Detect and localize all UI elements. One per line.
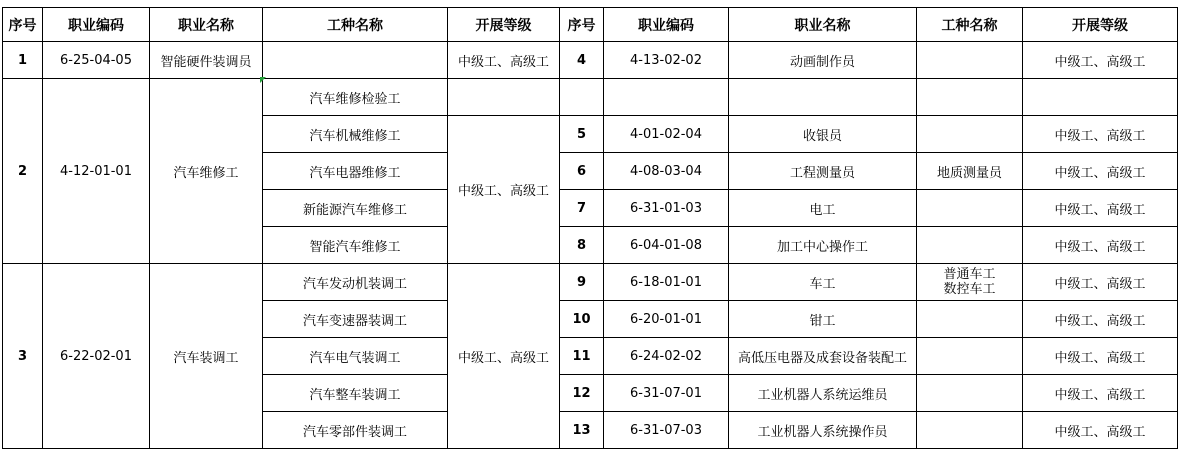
trade-cell[interactable] [917, 338, 1023, 375]
header-code[interactable]: 职业编码 [43, 8, 150, 42]
trade-cell[interactable]: 汽车电器维修工 [263, 153, 448, 190]
occupation-cell[interactable]: 高低压电器及成套设备装配工 [729, 338, 917, 375]
occupation-cell[interactable]: 工程测量员 [729, 153, 917, 190]
trade-cell[interactable] [917, 412, 1023, 449]
trade-cell[interactable]: 汽车维修检验工 [263, 79, 448, 116]
levels-cell[interactable]: 中级工、高级工 [1023, 190, 1178, 227]
trade-cell[interactable]: 智能汽车维修工 [263, 227, 448, 264]
code-cell[interactable]: 4-01-02-04 [604, 116, 729, 153]
header-seq[interactable]: 序号 [3, 8, 43, 42]
trade-cell[interactable]: 汽车机械维修工 [263, 116, 448, 153]
table-row [3, 264, 1178, 301]
trade-cell[interactable] [917, 227, 1023, 264]
seq-cell[interactable]: 10 [560, 301, 604, 338]
occupation-cell[interactable]: 工业机器人系统操作员 [729, 412, 917, 449]
seq-cell[interactable]: 3 [3, 264, 43, 449]
levels-cell[interactable]: 中级工、高级工 [1023, 42, 1178, 79]
seq-cell[interactable]: 6 [560, 153, 604, 190]
occupation-cell[interactable]: 车工 [729, 264, 917, 301]
code-cell[interactable] [604, 79, 729, 116]
trade-cell[interactable]: 汽车零部件装调工 [263, 412, 448, 449]
seq-cell[interactable]: 2 [3, 79, 43, 264]
trade-cell[interactable]: 新能源汽车维修工 [263, 190, 448, 227]
trade-cell[interactable] [917, 301, 1023, 338]
trade-cell[interactable] [917, 42, 1023, 79]
code-cell[interactable]: 6-20-01-01 [604, 301, 729, 338]
trade-cell[interactable]: 汽车变速器装调工 [263, 301, 448, 338]
levels-cell[interactable]: 中级工、高级工 [1023, 338, 1178, 375]
levels-cell[interactable]: 中级工、高级工 [1023, 153, 1178, 190]
trade-cell[interactable]: 汽车发动机装调工 [263, 264, 448, 301]
levels-cell[interactable]: 中级工、高级工 [448, 42, 560, 79]
occupation-cell[interactable] [729, 79, 917, 116]
seq-cell[interactable]: 7 [560, 190, 604, 227]
levels-cell[interactable] [448, 79, 560, 116]
trade-line: 普通车工 [943, 267, 996, 282]
levels-cell[interactable]: 中级工、高级工 [1023, 264, 1178, 301]
occupation-cell[interactable]: 动画制作员 [729, 42, 917, 79]
header-trade[interactable]: 工种名称 [917, 8, 1023, 42]
code-cell[interactable]: 6-31-01-03 [604, 190, 729, 227]
comment-indicator-icon [260, 77, 266, 83]
seq-cell[interactable]: 13 [560, 412, 604, 449]
seq-cell[interactable]: 9 [560, 264, 604, 301]
levels-cell[interactable]: 中级工、高级工 [1023, 301, 1178, 338]
code-cell[interactable]: 6-18-01-01 [604, 264, 729, 301]
code-cell[interactable]: 6-24-02-02 [604, 338, 729, 375]
occupation-cell[interactable]: 智能硬件装调员 [150, 42, 263, 79]
header-levels[interactable]: 开展等级 [448, 8, 560, 42]
trade-cell[interactable]: 地质测量员 [917, 153, 1023, 190]
trade-cell[interactable] [917, 116, 1023, 153]
code-cell[interactable]: 6-31-07-03 [604, 412, 729, 449]
levels-cell[interactable]: 中级工、高级工 [1023, 227, 1178, 264]
table-row [3, 42, 1178, 79]
seq-cell[interactable]: 1 [3, 42, 43, 79]
trade-cell[interactable] [917, 190, 1023, 227]
occupation-cell[interactable]: 钳工 [729, 301, 917, 338]
occupation-cell[interactable]: 电工 [729, 190, 917, 227]
occupation-table [2, 7, 1178, 449]
levels-cell[interactable] [1023, 79, 1178, 116]
code-cell[interactable]: 6-25-04-05 [43, 42, 150, 79]
header-seq[interactable]: 序号 [560, 8, 604, 42]
levels-cell[interactable]: 中级工、高级工 [448, 264, 560, 449]
code-cell[interactable]: 4-12-01-01 [43, 79, 150, 264]
trade-cell[interactable] [917, 264, 1023, 301]
header-row [3, 8, 1178, 42]
occupation-cell[interactable]: 汽车维修工 [150, 79, 263, 264]
trade-cell[interactable] [917, 79, 1023, 116]
levels-cell[interactable]: 中级工、高级工 [1023, 375, 1178, 412]
seq-cell[interactable]: 8 [560, 227, 604, 264]
occupation-cell[interactable]: 加工中心操作工 [729, 227, 917, 264]
code-cell[interactable]: 6-04-01-08 [604, 227, 729, 264]
code-cell[interactable]: 4-08-03-04 [604, 153, 729, 190]
trade-cell[interactable] [917, 375, 1023, 412]
seq-cell[interactable]: 4 [560, 42, 604, 79]
occupation-cell[interactable]: 收银员 [729, 116, 917, 153]
levels-cell[interactable]: 中级工、高级工 [1023, 412, 1178, 449]
seq-cell[interactable]: 11 [560, 338, 604, 375]
trade-cell[interactable] [263, 42, 448, 79]
code-cell[interactable]: 6-31-07-01 [604, 375, 729, 412]
trade-cell[interactable]: 汽车电气装调工 [263, 338, 448, 375]
seq-cell[interactable] [560, 79, 604, 116]
seq-cell[interactable]: 5 [560, 116, 604, 153]
header-code[interactable]: 职业编码 [604, 8, 729, 42]
header-levels[interactable]: 开展等级 [1023, 8, 1178, 42]
occupation-cell[interactable]: 汽车装调工 [150, 264, 263, 449]
seq-cell[interactable]: 12 [560, 375, 604, 412]
header-occupation[interactable]: 职业名称 [729, 8, 917, 42]
levels-cell[interactable]: 中级工、高级工 [1023, 116, 1178, 153]
code-cell[interactable]: 6-22-02-01 [43, 264, 150, 449]
occupation-cell[interactable]: 工业机器人系统运维员 [729, 375, 917, 412]
trade-line: 数控车工 [943, 282, 996, 297]
levels-cell[interactable]: 中级工、高级工 [448, 116, 560, 264]
trade-cell[interactable]: 汽车整车装调工 [263, 375, 448, 412]
table-row [3, 79, 1178, 116]
header-trade[interactable]: 工种名称 [263, 8, 448, 42]
header-occupation[interactable]: 职业名称 [150, 8, 263, 42]
code-cell[interactable]: 4-13-02-02 [604, 42, 729, 79]
